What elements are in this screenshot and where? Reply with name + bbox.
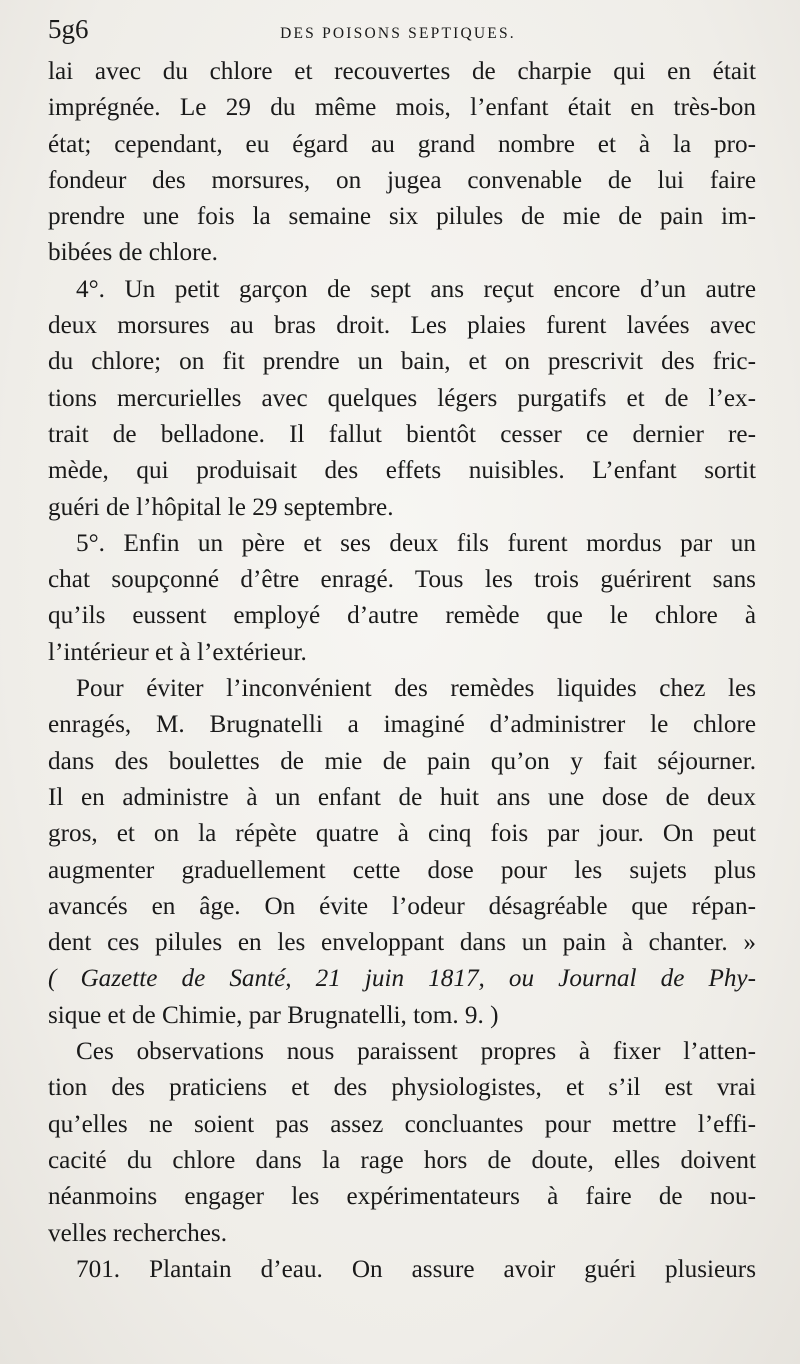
paragraph [48, 1034, 756, 1252]
text-line: mède, qui produisait des effets nuisibles. L’enfant sortit [48, 457, 756, 485]
paragraph [48, 272, 756, 526]
text-line: bibées de chlore. [48, 239, 218, 267]
text-line: dent ces pilules en les enveloppant dans un pain à chanter. » [48, 929, 756, 957]
text-line: deux morsures au bras droit. Les plaies furent lavées avec [48, 312, 756, 340]
section-start-line: 701. Plantain d’eau. On assure avoir guéri plusieurs [76, 1255, 756, 1283]
text-line: imprégnée. Le 29 du même mois, l’enfant était en très-bon [48, 94, 756, 122]
text-line: Il en administre à un enfant de huit ans une dose de deux [48, 783, 756, 811]
page-number: 5g6 [48, 14, 89, 44]
text-line: augmenter graduellement cette dose pour les sujets plus [48, 856, 756, 884]
paragraph [48, 1252, 756, 1288]
text-line: néanmoins engager les expérimentateurs à faire de nou- [48, 1183, 756, 1211]
text-line: 5°. Enfin un père et ses deux fils furent mordus par un [76, 529, 756, 557]
text-line: du chlore; on fit prendre un bain, et on prescrivit des fric- [48, 348, 756, 376]
text-line: 4°. Un petit garçon de sept ans reçut encore d’un autre [76, 275, 756, 303]
citation-line: ( Gazette de Santé, 21 juin 1817, ou Journal de Phy- [48, 965, 756, 993]
text-line: dans des boulettes de mie de pain qu’on y fait séjourner. [48, 747, 756, 775]
text-line: cacité du chlore dans la rage hors de doute, elles doivent [48, 1146, 756, 1174]
text-line: gros, et on la répète quatre à cinq fois par jour. On peut [48, 820, 756, 848]
text-line: qu’elles ne soient pas assez concluantes pour mettre l’effi- [48, 1110, 756, 1138]
text-line: qu’ils eussent employé d’autre remède que le chlore à [48, 602, 756, 630]
text-line: enragés, M. Brugnatelli a imaginé d’administrer le chlore [48, 711, 756, 739]
text-line: fondeur des morsures, on jugea convenable de lui faire [48, 166, 756, 194]
text-line: l’intérieur et à l’extérieur. [48, 638, 307, 666]
text-line: guéri de l’hôpital le 29 septembre. [48, 493, 394, 521]
paragraph [48, 671, 756, 1034]
text-line: tions mercurielles avec quelques légers purgatifs et de l’ex- [48, 384, 756, 412]
text-line: trait de belladone. Il fallut bientôt cesser ce dernier re- [48, 420, 756, 448]
text-line: Ces observations nous paraissent propres à fixer l’atten- [76, 1038, 756, 1066]
citation-line: sique et de Chimie, par Brugnatelli, tom. 9. ) [48, 1001, 499, 1029]
text-line: prendre une fois la semaine six pilules de mie de pain im- [48, 203, 756, 231]
paragraph [48, 54, 756, 272]
text-line: Pour éviter l’inconvénient des remèdes liquides chez les [76, 675, 756, 703]
running-head: DES POISONS SEPTIQUES. [280, 25, 516, 42]
paragraph [48, 526, 756, 671]
body-text [48, 54, 756, 1288]
text-line: velles recherches. [48, 1219, 228, 1247]
text-line: avancés en âge. On évite l’odeur désagréable que répan- [48, 892, 756, 920]
page-header [48, 14, 756, 54]
text-line: état; cependant, eu égard au grand nombre et à la pro- [48, 130, 756, 158]
text-line: tion des praticiens et des physiologistes, et s’il est vrai [48, 1074, 756, 1102]
text-line: chat soupçonné d’être enragé. Tous les trois guérirent sans [48, 566, 756, 594]
text-line: lai avec du chlore et recouvertes de charpie qui en était [48, 58, 756, 85]
